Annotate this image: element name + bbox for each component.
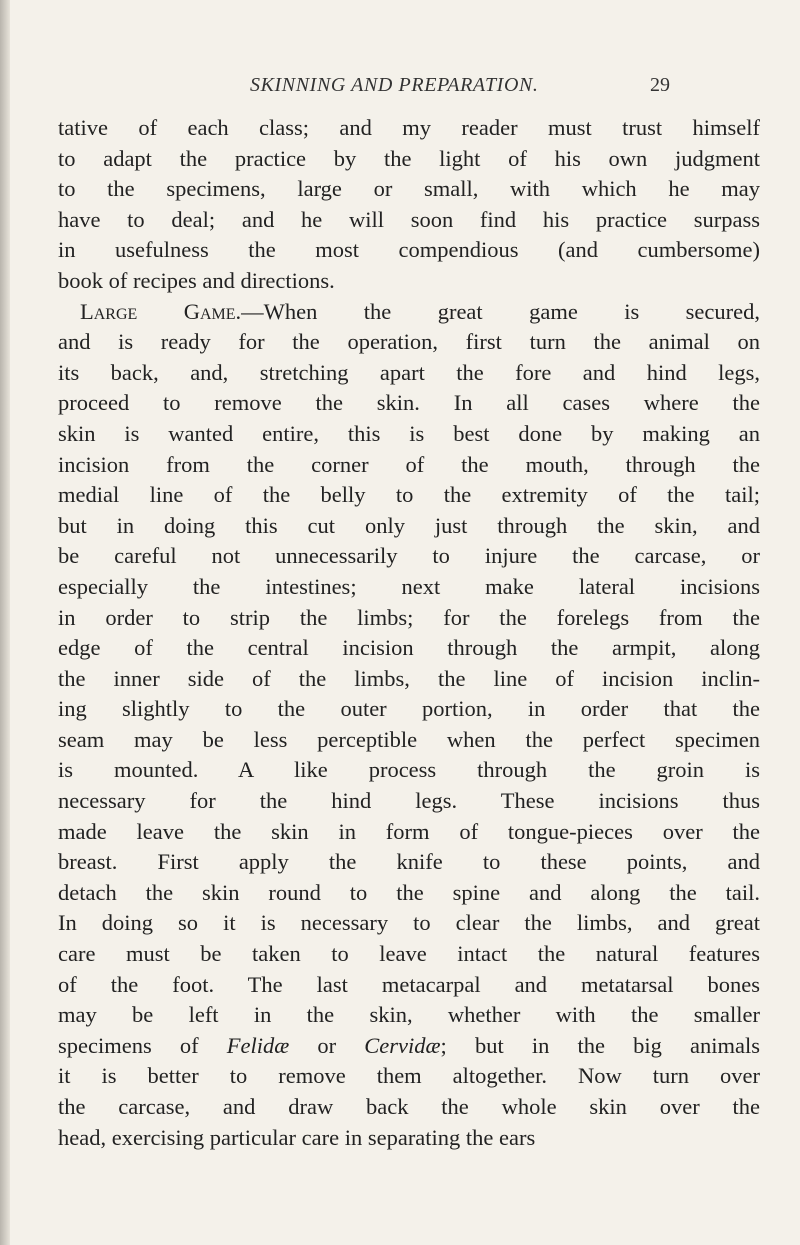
text-line: the inner side of the limbs, the line of incision inclin- bbox=[58, 665, 760, 691]
large-game-line bbox=[58, 297, 760, 328]
text-line: is mounted. A like process through the groin is bbox=[58, 757, 760, 783]
page-gutter-shadow bbox=[0, 0, 10, 1245]
running-head bbox=[250, 74, 670, 104]
text-line: necessary for the hind legs. These incisions thus bbox=[58, 788, 760, 814]
body-text bbox=[58, 113, 760, 1153]
text-line: ing slightly to the outer portion, in order that the bbox=[58, 696, 760, 722]
text-line: breast. First apply the knife to these points, and bbox=[58, 849, 760, 875]
text-line: of the foot. The last metacarpal and metatarsal bones bbox=[58, 971, 760, 997]
text-line: made leave the skin in form of tongue-pieces over the bbox=[58, 818, 760, 844]
text-line: book of recipes and directions. bbox=[58, 267, 335, 293]
text-line: its back, and, stretching apart the fore and hind legs, bbox=[58, 359, 760, 385]
text-line: be careful not unnecessarily to injure the carcase, or bbox=[58, 543, 760, 569]
text-line: tative of each class; and my reader must trust himself bbox=[58, 115, 760, 140]
text-line: care must be taken to leave intact the natural features bbox=[58, 941, 760, 967]
text-line: medial line of the belly to the extremity of the tail; bbox=[58, 482, 760, 508]
text-line: edge of the central incision through the armpit, along bbox=[58, 635, 760, 661]
text-line: especially the intestines; next make lateral incisions bbox=[58, 573, 760, 599]
text-line: skin is wanted entire, this is best done by making an bbox=[58, 420, 760, 446]
text-line: incision from the corner of the mouth, through the bbox=[58, 451, 760, 477]
or-word: or bbox=[289, 1032, 365, 1058]
text-line: it is better to remove them altogether. Now turn over bbox=[58, 1063, 760, 1089]
text-line: in usefulness the most compendious (and cumbersome) bbox=[58, 237, 760, 263]
text-line: detach the skin round to the spine and along the tail. bbox=[58, 879, 760, 905]
text-line: proceed to remove the skin. In all cases where the bbox=[58, 390, 760, 416]
cervidae-term: Cervidæ bbox=[364, 1032, 441, 1058]
text-line: in order to strip the limbs; for the forelegs from the bbox=[58, 604, 760, 630]
text-line: In doing so it is necessary to clear the limbs, and great bbox=[58, 910, 760, 936]
felidae-term: Felidæ bbox=[226, 1032, 290, 1058]
specimens-after: ; but in the big animals bbox=[440, 1032, 760, 1058]
text-line: may be left in the skin, whether with the smaller bbox=[58, 1002, 760, 1028]
text-line: head, exercising particular care in separating the ears bbox=[58, 1124, 536, 1150]
text-line: have to deal; and he will soon find his practice surpass bbox=[58, 206, 760, 232]
text-line: seam may be less perceptible when the perfect specimen bbox=[58, 726, 760, 752]
specimens-line bbox=[58, 1031, 760, 1062]
text-line: the carcase, and draw back the whole skin over the bbox=[58, 1094, 760, 1119]
running-title: SKINNING AND PREPARATION. bbox=[250, 74, 539, 96]
text-line: to adapt the practice by the light of his own judgment bbox=[58, 145, 760, 171]
text-line: but in doing this cut only just through the skin, and bbox=[58, 512, 760, 538]
text-line: to the specimens, large or small, with which he may bbox=[58, 176, 760, 202]
large-game-text: —When the great game is secured, bbox=[241, 298, 760, 324]
large-game-heading: Large Game. bbox=[80, 298, 242, 324]
specimens-before: specimens of bbox=[58, 1032, 227, 1058]
text-line: and is ready for the operation, first turn the animal on bbox=[58, 329, 760, 355]
page-number: 29 bbox=[650, 74, 670, 96]
